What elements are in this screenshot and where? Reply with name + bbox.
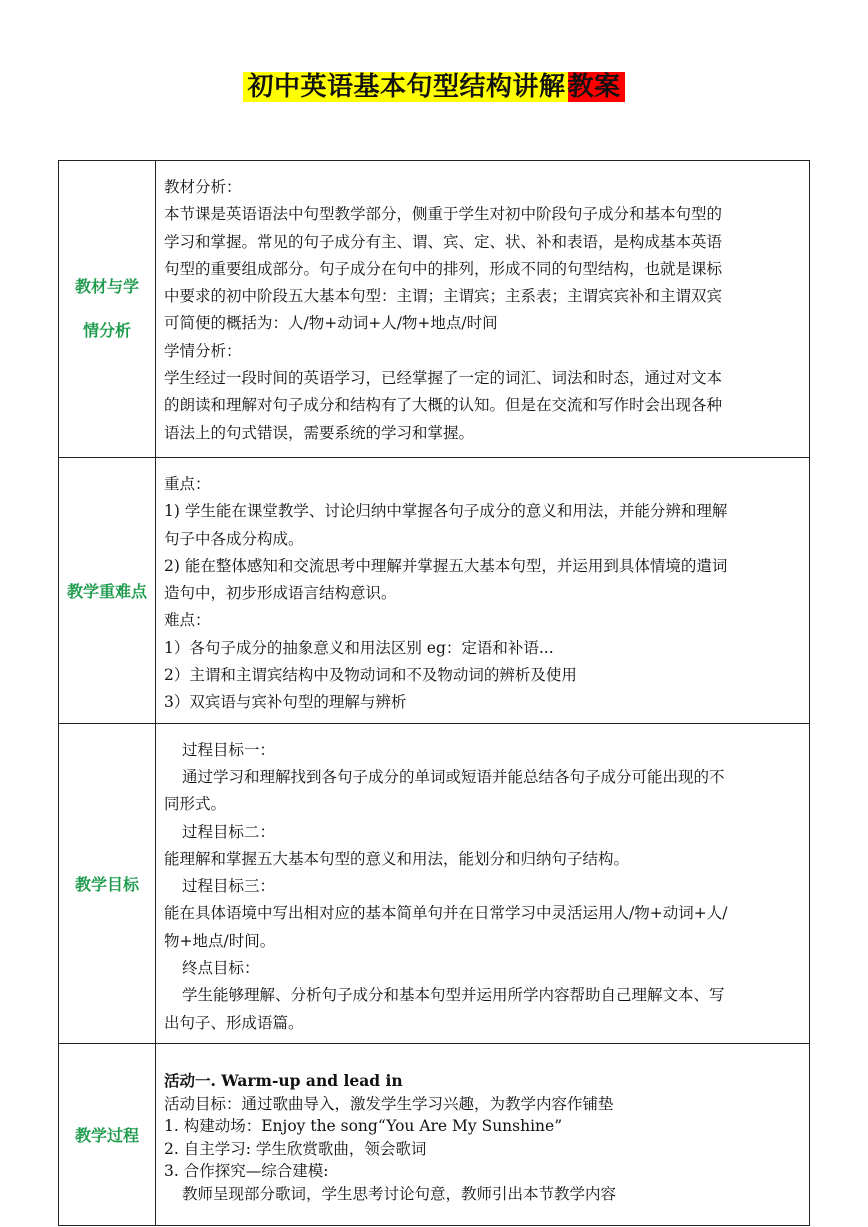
table-row-teaching-process (59, 1043, 810, 1225)
text-line: 教材分析： (164, 178, 242, 196)
table-row-material-analysis (59, 161, 810, 458)
row-content (156, 458, 810, 724)
text-line: 语法上的句式错误，需要系统的学习和掌握。 (164, 423, 475, 442)
text-line: 可简便的概括为：人/物+动词+人/物+地点/时间 (164, 314, 498, 333)
text-line: 教师呈现部分歌词，学生思考讨论句意，教师引出本节教学内容 (182, 1184, 617, 1203)
text-line: 终点目标： (182, 959, 260, 978)
label-line: 教材与学 (74, 277, 139, 296)
text-line: 2. 自主学习: 学生欣赏歌曲，领会歌词 (164, 1139, 427, 1158)
text-line: 的朗读和理解对句子成分和结构有了大概的认知。但是在交流和写作时会出现各种 (164, 396, 723, 415)
text-line: 句子中各成分构成。 (164, 529, 304, 548)
text-line: 本节课是英语语法中句型教学部分，侧重于学生对初中阶段句子成分和基本句型的 (164, 205, 723, 224)
row-label: 教学重难点 (59, 458, 156, 724)
text-line: 过程目标二： (182, 822, 276, 841)
document-title (243, 68, 624, 106)
text-line: 中要求的初中阶段五大基本句型：主谓；主谓宾；主系表；主谓宾宾补和主谓双宾 (164, 287, 723, 306)
text-line: 1）各句子成分的抽象意义和用法区别 eg：定语和补语... (164, 638, 554, 657)
table-row-key-difficult-points (59, 458, 810, 724)
text-line: 3. 合作探究—综合建模: (164, 1162, 329, 1181)
text-line: 学生能够理解、分析句子成分和基本句型并运用所学内容帮助自己理解文本、写 (182, 986, 725, 1005)
title-container (0, 68, 868, 106)
text-line: 3）双宾语与宾补句型的理解与辨析 (164, 693, 407, 712)
text-line: 造句中，初步形成语言结构意识。 (164, 584, 397, 603)
lesson-plan-table (58, 160, 810, 1226)
row-content (156, 723, 810, 1043)
text-line: 物+地点/时间。 (164, 931, 276, 950)
text-line: 同形式。 (164, 795, 227, 814)
table-row-teaching-objectives (59, 723, 810, 1043)
title-suffix: 教案 (568, 72, 625, 102)
text-line: 能理解和掌握五大基本句型的意义和用法，能划分和归纳句子结构。 (164, 849, 630, 868)
text-line: 难点： (164, 611, 211, 630)
text-line: 学生经过一段时间的英语学习，已经掌握了一定的词汇、词法和时态，通过对文本 (164, 369, 723, 388)
row-label (59, 161, 156, 458)
row-label: 教学过程 (59, 1043, 156, 1225)
row-content (156, 161, 810, 458)
label-line: 情分析 (82, 321, 131, 340)
text-line: 1. 构建动场：Enjoy the song“You Are My Sunshine” (164, 1117, 563, 1136)
text-line: 2) 能在整体感知和交流思考中理解并掌握五大基本句型，并运用到具体情境的遣词 (164, 556, 728, 575)
text-line: 重点： (164, 475, 211, 493)
text-line: 通过学习和理解找到各句子成分的单词或短语并能总结各句子成分可能出现的不 (182, 767, 725, 786)
title-main: 初中英语基本句型结构讲解 (243, 72, 567, 102)
text-line: 1) 学生能在课堂教学、讨论归纳中掌握各句子成分的意义和用法，并能分辨和理解 (164, 502, 728, 521)
row-content (156, 1043, 810, 1225)
activity-heading: 活动一. Warm-up and lead in (164, 1070, 403, 1090)
text-line: 学情分析： (164, 341, 242, 360)
text-line: 学习和掌握。常见的句子成分有主、谓、宾、定、状、补和表语，是构成基本英语 (164, 232, 723, 251)
text-line: 2）主谓和主谓宾结构中及物动词和不及物动词的辨析及使用 (164, 666, 577, 685)
text-line: 过程目标一： (182, 740, 276, 759)
text-line: 能在具体语境中写出相对应的基本简单句并在日常学习中灵活运用人/物+动词+人/ (164, 904, 728, 923)
text-line: 过程目标三： (182, 877, 276, 896)
text-line: 出句子、形成语篇。 (164, 1013, 304, 1032)
text-line: 句型的重要组成部分。句子成分在句中的排列，形成不同的句型结构，也就是课标 (164, 259, 723, 278)
text-line: 活动目标：通过歌曲导入，激发学生学习兴趣，为教学内容作铺垫 (164, 1094, 614, 1113)
row-label: 教学目标 (59, 723, 156, 1043)
